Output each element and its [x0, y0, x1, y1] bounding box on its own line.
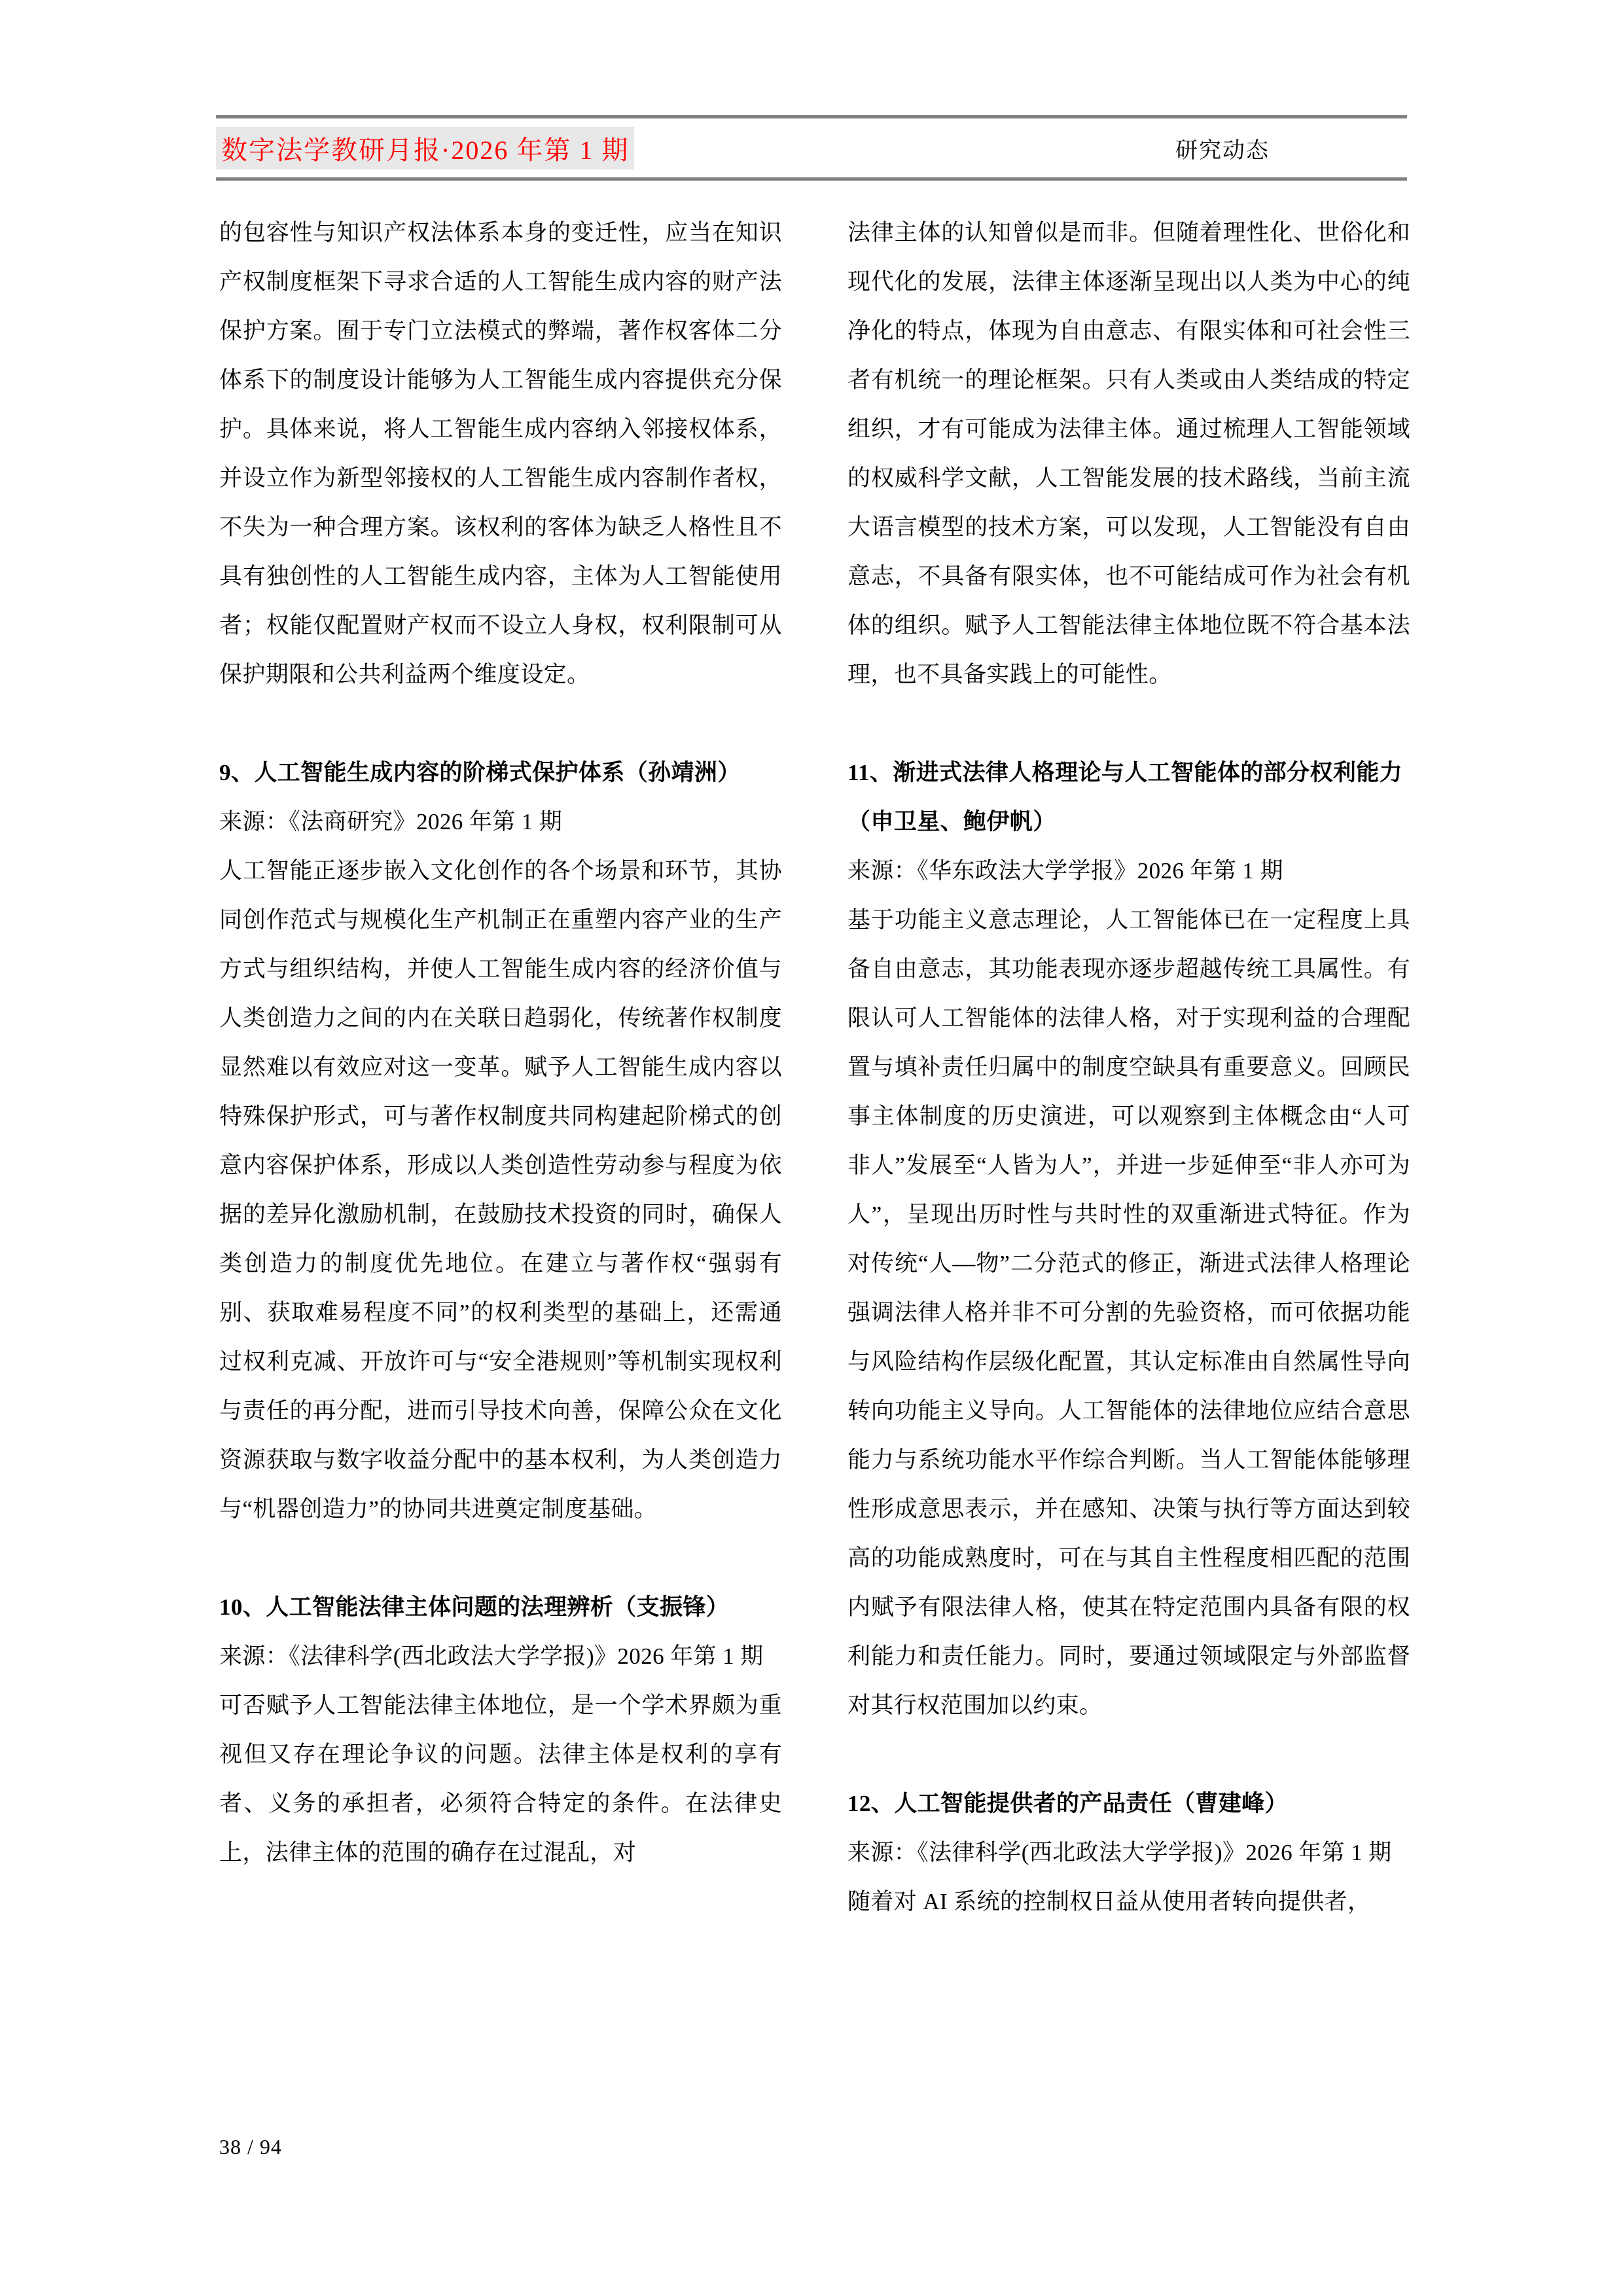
section-source-12: 来源：《法律科学(西北政法大学学报)》2026 年第 1 期 [847, 1840, 1392, 1865]
page-header [216, 115, 1407, 181]
body-columns [219, 208, 1410, 2106]
section-body-10: 可否赋予人工智能法律主体地位，是一个学术界颇为重视但又存在理论争议的问题。法律主体是权利的享有者、义务的承担者，必须符合特定的条件。在法律史上，法律主体的范围的确存在过混乱，对 [219, 1693, 782, 1865]
spacer [219, 699, 782, 748]
section-heading-9: 9、人工智能生成内容的阶梯式保护体系（孙靖洲） [219, 760, 741, 785]
left-column [219, 208, 782, 2106]
spacer [219, 1534, 782, 1583]
page-number: 38 / 94 [219, 2135, 282, 2159]
section-body-11: 基于功能主义意志理论，人工智能体已在一定程度上具备自由意志，其功能表现亦逐步超越传统工具属性。有限认可人工智能体的法律人格，对于实现利益的合理配置与填补责任归属中的制度空缺具有重要意义。回顾民事主体制度的历史演进，可以观察到主体概念由“人可非人”发展至“人皆为人”，并进一步延伸至“非人亦可为人”，呈现出历时性与共时性的双重渐进式特征。作为对传统“人—物”二分范式的修正，渐进式法律人格理论强调法律人格并非不可分割的先验资格，而可依据功能与风险结构作层级化配置，其认定标准由自然属性导向转向功能主义导向。人工智能体的法律地位应结合意思能力与系统功能水平作综合判断。当人工智能体能够理性形成意思表示，并在感知、决策与执行等方面达到较高的功能成熟度时，可在与其自主性程度相匹配的范围内赋予有限法律人格，使其在特定范围内具备有限的权利能力和责任能力。同时，要通过领域限定与外部监督对其行权范围加以约束。 [847, 907, 1410, 1718]
section-body-12: 随着对 AI 系统的控制权日益从使用者转向提供者， [847, 1889, 1371, 1914]
section-source-11: 来源：《华东政法大学学报》2026 年第 1 期 [847, 858, 1283, 884]
continued-paragraph-right: 法律主体的认知曾似是而非。但随着理性化、世俗化和现代化的发展，法律主体逐渐呈现出以人类为中心的纯净化的特点，体现为自由意志、有限实体和可社会性三者有机统一的理论框架。只有人类或由人类结成的特定组织，才有可能成为法律主体。通过梳理人工智能领域的权威科学文献，人工智能发展的技术路线，当前主流大语言模型的技术方案，可以发现，人工智能没有自由意志，不具备有限实体，也不可能结成可作为社会有机体的组织。赋予人工智能法律主体地位既不符合基本法理，也不具备实践上的可能性。 [847, 220, 1410, 687]
continued-paragraph-left: 的包容性与知识产权法体系本身的变迁性，应当在知识产权制度框架下寻求合适的人工智能生成内容的财产法保护方案。囿于专门立法模式的弊端，著作权客体二分体系下的制度设计能够为人工智能生成内容提供充分保护。具体来说，将人工智能生成内容纳入邻接权体系，并设立作为新型邻接权的人工智能生成内容制作者权，不失为一种合理方案。该权利的客体为缺乏人格性且不具有独创性的人工智能生成内容，主体为人工智能使用者；权能仅配置财产权而不设立人身权，权利限制可从保护期限和公共利益两个维度设定。 [219, 220, 782, 687]
right-column [847, 208, 1410, 2106]
section-body-9: 人工智能正逐步嵌入文化创作的各个场景和环节，其协同创作范式与规模化生产机制正在重塑内容产业的生产方式与组织结构，并使人工智能生成内容的经济价值与人类创造力之间的内在关联日趋弱化，传统著作权制度显然难以有效应对这一变革。赋予人工智能生成内容以特殊保护形式，可与著作权制度共同构建起阶梯式的创意内容保护体系，形成以人类创造性劳动参与程度为依据的差异化激励机制，在鼓励技术投资的同时，确保人类创造力的制度优先地位。在建立与著作权“强弱有别、获取难易程度不同”的权利类型的基础上，还需通过权利克减、开放许可与“安全港规则”等机制实现权利与责任的再分配，进而引导技术向善，保障公众在文化资源获取与数字收益分配中的基本权利，为人类创造力与“机器创造力”的协同共进奠定制度基础。 [219, 858, 782, 1522]
header-journal-title: 数字法学教研月报·2026 年第 1 期 [216, 127, 634, 170]
section-heading-12: 12、人工智能提供者的产品责任（曹建峰） [847, 1791, 1289, 1816]
section-heading-11: 11、渐进式法律人格理论与人工智能体的部分权利能力（申卫星、鲍伊帆） [847, 760, 1403, 834]
section-heading-10: 10、人工智能法律主体问题的法理辨析（支振锋） [219, 1594, 730, 1620]
spacer [847, 1730, 1410, 1779]
section-source-9: 来源：《法商研究》2026 年第 1 期 [219, 809, 563, 834]
section-source-10: 来源：《法律科学(西北政法大学学报)》2026 年第 1 期 [219, 1643, 764, 1669]
header-section-label: 研究动态 [1175, 138, 1270, 163]
spacer [847, 699, 1410, 748]
